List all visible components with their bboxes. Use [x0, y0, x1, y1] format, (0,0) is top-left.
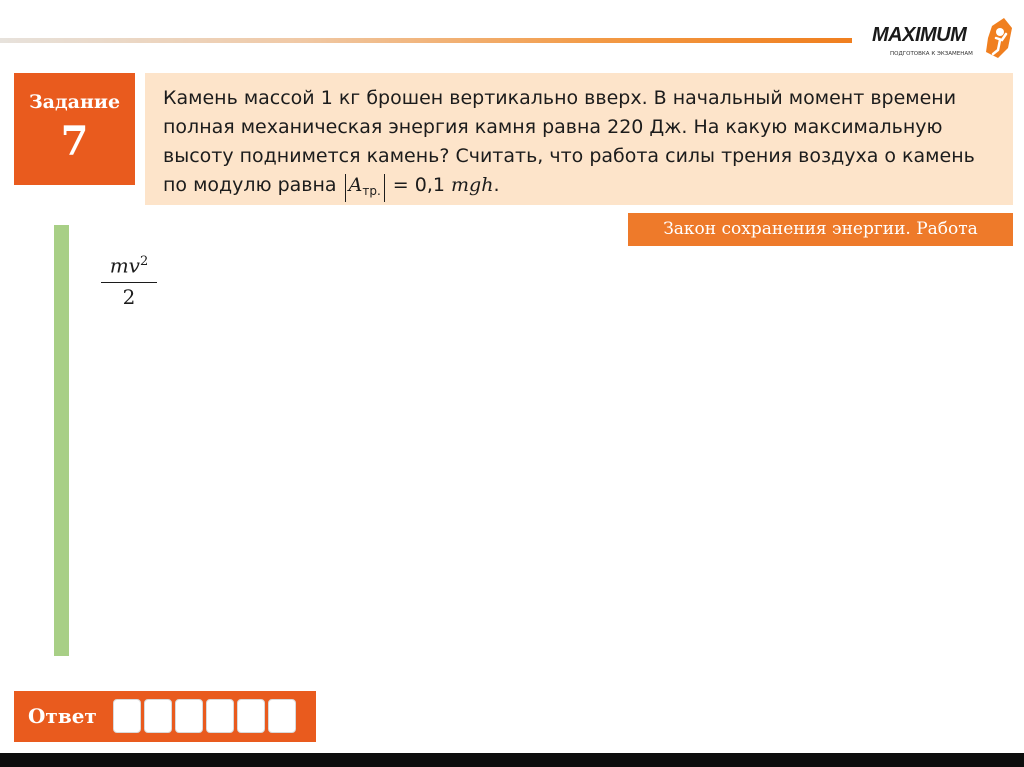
numerator-text: mv — [109, 253, 140, 278]
logo-figure-icon — [978, 18, 1012, 62]
header-divider-line — [0, 38, 852, 43]
answer-cell[interactable] — [144, 699, 172, 733]
task-number: 7 — [60, 118, 89, 165]
formula-end: . — [493, 174, 500, 196]
formula-rhs: = 0,1 — [386, 174, 452, 196]
answer-cell[interactable] — [206, 699, 234, 733]
task-text-line: Камень массой 1 кг брошен вертикально вверх. В начальный момент времени — [163, 87, 957, 109]
formula-a: A — [348, 174, 363, 196]
task-text-line — [163, 171, 999, 202]
answer-cell[interactable] — [268, 699, 296, 733]
task-statement — [145, 73, 1013, 205]
work-area-side-bar — [54, 225, 69, 656]
numerator-power: 2 — [139, 254, 149, 269]
answer-cells — [113, 699, 296, 734]
footer-bar — [0, 753, 1024, 767]
answer-label: Ответ — [28, 704, 97, 728]
task-badge — [14, 73, 135, 185]
logo-text: MAXIMUM — [872, 24, 967, 46]
fraction-denominator: 2 — [122, 284, 136, 309]
task-text-line: высоту поднимется камень? Считать, что работа силы трения воздуха о камень — [163, 145, 975, 167]
friction-work-abs — [345, 174, 385, 202]
maximum-logo — [872, 18, 1012, 64]
answer-cell[interactable] — [113, 699, 141, 733]
answer-cell[interactable] — [175, 699, 203, 733]
kinetic-energy-fraction — [101, 248, 157, 311]
task-text-prefix: по модулю равна — [163, 174, 343, 196]
answer-cell[interactable] — [237, 699, 265, 733]
task-label: Задание — [28, 91, 121, 113]
answer-bar — [14, 691, 316, 742]
logo-tagline: ПОДГОТОВКА К ЭКЗАМЕНАМ — [890, 51, 973, 57]
formula-mgh: mgh — [451, 174, 494, 196]
topic-label: Закон сохранения энергии. Работа — [628, 213, 1013, 246]
fraction-numerator — [101, 248, 157, 283]
formula-subscript: тр. — [362, 184, 381, 198]
task-text-line: полная механическая энергия камня равна 220 Дж. На какую максимальную — [163, 116, 943, 138]
task-text — [163, 84, 999, 202]
